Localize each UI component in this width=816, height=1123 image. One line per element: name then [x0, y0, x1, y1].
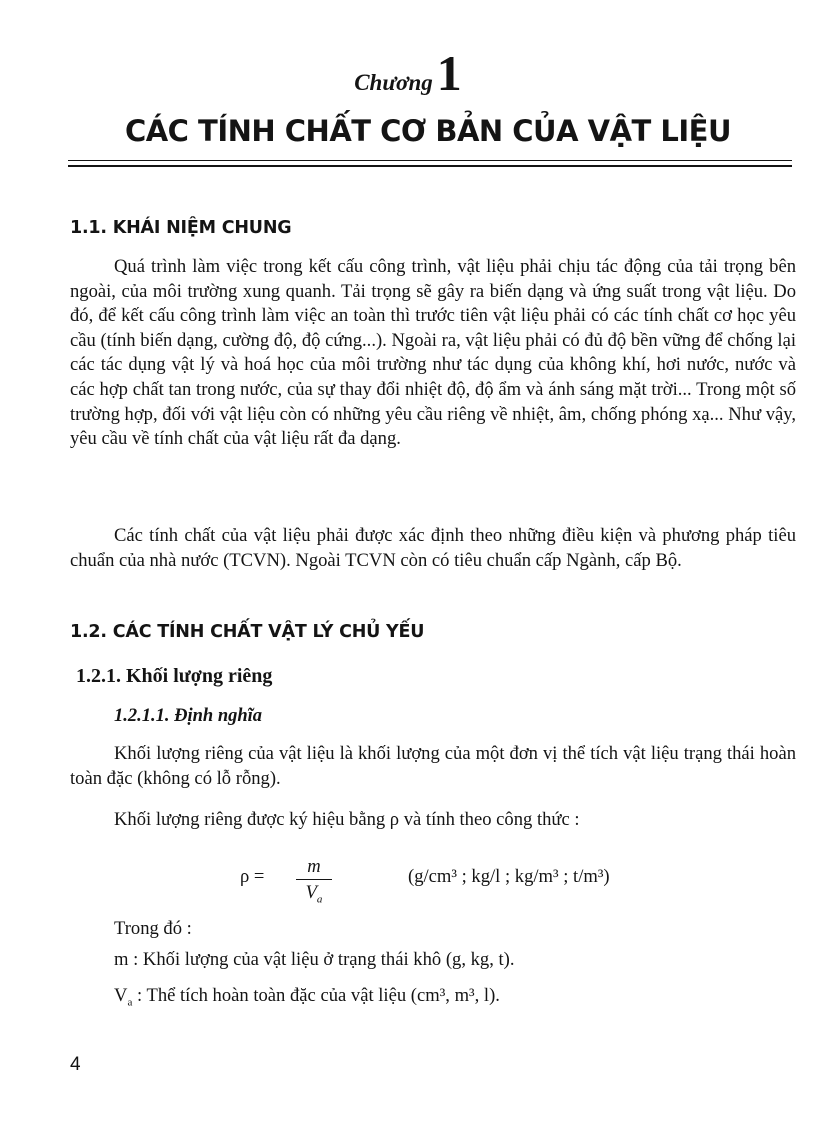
formula-denominator [296, 880, 332, 906]
chapter-label [0, 45, 816, 101]
definition-m: m : Khối lượng của vật liệu ở trạng thái khô (g, kg, t). [114, 949, 515, 970]
chapter-word: Chương [354, 70, 433, 95]
formula-units: (g/cm³ ; kg/l ; kg/m³ ; t/m³) [408, 866, 610, 887]
paragraph-general-concept: Quá trình làm việc trong kết cấu công trình, vật liệu phải chịu tác động của tải trọng bên ngoài, của môi trường xung quanh. Tải trọng sẽ gây ra biến dạng và ứng suất trong vật liệu. Do đó, để kết cấu công trình làm việc an toàn thì trước tiên vật liệu phải có các tính chất cơ học yêu cầu (tính biến dạng, cường độ, độ cứng...). Ngoài ra, vật liệu phải có đủ độ bền vững để chống lại các tác dụng vật lý và hoá học của môi trường như tác dụng của không khí, hơi nước, nước và các hợp chất tan trong nước, của sự thay đổi nhiệt độ, độ ẩm và ánh sáng mặt trời... Trong một số trường hợp, đối với vật liệu còn có những yêu cầu riêng về nhiệt, âm, chống phóng xạ... Như vậy, yêu cầu về tính chất của vật liệu rất đa dạng. [70, 256, 796, 450]
paragraph-standards: Các tính chất của vật liệu phải được xác định theo những điều kiện và phương pháp tiêu chuẩn của nhà nước (TCVN). Ngoài TCVN còn có tiêu chuẩn cấp Ngành, cấp Bộ. [70, 525, 796, 571]
section-heading-1-2: 1.2. CÁC TÍNH CHẤT VẬT LÝ CHỦ YẾU [70, 622, 425, 642]
paragraph-symbol: Khối lượng riêng được ký hiệu bằng ρ và tính theo công thức : [114, 809, 580, 830]
definition-va [114, 985, 500, 1009]
formula-numerator: m [296, 856, 332, 880]
subsubsection-heading-1-2-1-1: 1.2.1.1. Định nghĩa [114, 706, 263, 726]
chapter-title: CÁC TÍNH CHẤT CƠ BẢN CỦA VẬT LIỆU [124, 114, 732, 148]
formula-denominator-base: V [305, 882, 317, 903]
formula-denominator-sub: a [316, 893, 323, 906]
subsection-heading-1-2-1: 1.2.1. Khối lượng riêng [76, 665, 273, 687]
chapter-number: 1 [436, 45, 462, 101]
definition-va-sub: a [127, 996, 133, 1009]
definitions-intro: Trong đó : [114, 918, 192, 939]
title-rule-thin [68, 160, 792, 161]
section-heading-1-1: 1.1. KHÁI NIỆM CHUNG [70, 218, 292, 238]
definition-va-text: : Thể tích hoàn toàn đặc của vật liệu (cm³, m³, l). [132, 985, 500, 1006]
formula-lhs: ρ = [240, 866, 265, 887]
page-number: 4 [70, 1054, 81, 1075]
definition-va-symbol: V [114, 985, 128, 1006]
formula-fraction [296, 856, 332, 906]
paragraph-definition: Khối lượng riêng của vật liệu là khối lượng của một đơn vị thể tích vật liệu trạng thái hoàn toàn đặc (không có lỗ rỗng). [70, 743, 796, 789]
title-rule-thick [68, 165, 792, 167]
